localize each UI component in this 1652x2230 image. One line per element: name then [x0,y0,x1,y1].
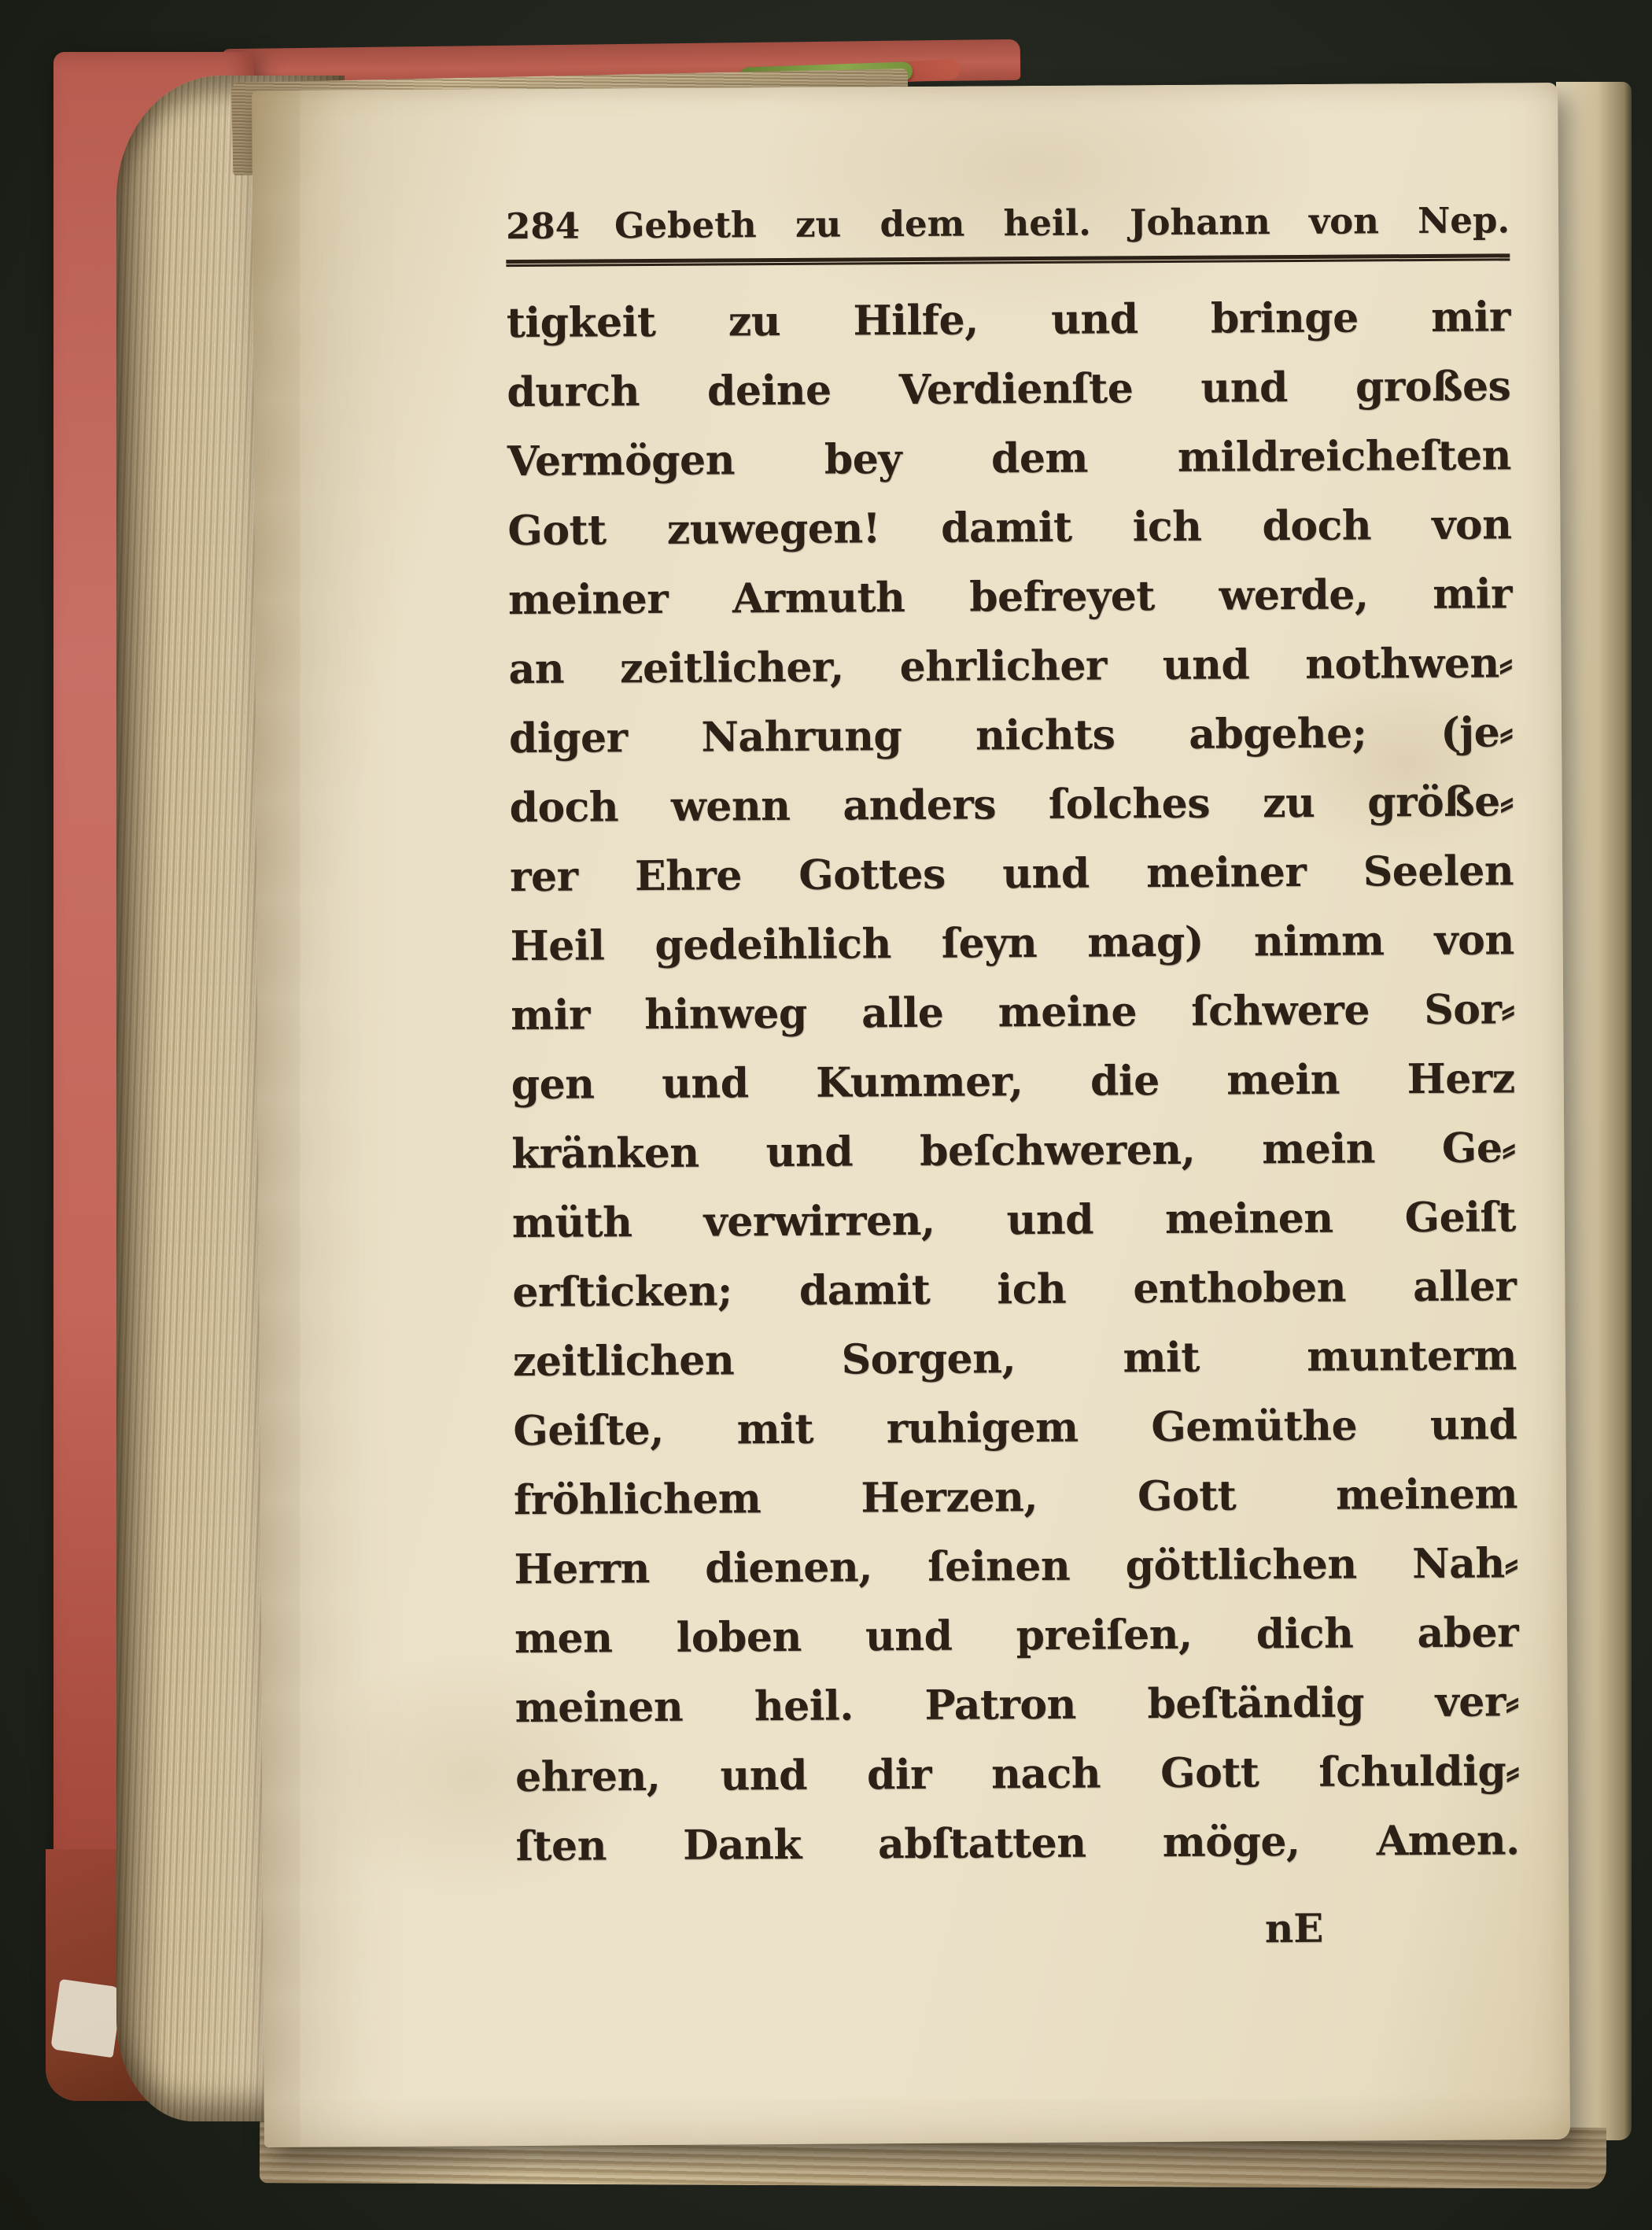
text-line: mir hinweg alle meine ſchwere Sor⸗ [511,985,1515,1040]
prayer-text-block [507,282,1520,1881]
text-line: Heil gedeihlich ſeyn mag) nimm von [510,916,1514,971]
text-line: an zeitlicher, ehrlicher und nothwen⸗ [508,639,1513,694]
text-line: zeitlichen Sorgen, mit munterm [512,1331,1517,1386]
signature-mark: nE [1264,1904,1324,1952]
text-line: müth verwirren, und meinen Geiſt [511,1193,1516,1248]
text-line: Geiſte, mit ruhigem Gemüthe und [513,1401,1517,1456]
text-line: Gott zuwegen! damit ich doch von [507,500,1512,556]
running-title: Gebeth zu dem heil. Johann von Nep. [614,199,1510,247]
text-line: gen und Kummer, die mein Herz [511,1054,1515,1109]
page-content [506,199,1521,1956]
text-line: men loben und preiſen, dich aber [514,1608,1519,1663]
text-line: kränken und beſchweren, mein Ge⸗ [511,1124,1516,1179]
paper-scrap [50,1979,123,2058]
text-line: meiner Armuth befreyet werde, mir [507,570,1513,625]
text-line: Herrn dienen, ſeinen göttlichen Nah⸗ [514,1539,1518,1594]
text-line: ehren, und dir nach Gott ſchuldig⸗ [514,1747,1520,1802]
text-line: durch deine Verdienſte und großes [507,362,1511,417]
text-line: ſten Dank abſtatten möge, Amen. [515,1816,1520,1871]
text-line: doch wenn anders ſolches zu größe⸗ [509,777,1514,833]
text-line: Vermögen bey dem mildreicheſten [507,431,1512,486]
text-line: fröhlichem Herzen, Gott meinem [513,1470,1518,1525]
text-line: diger Nahrung nichts abgehe; (je⸗ [508,708,1514,763]
text-line: rer Ehre Gottes und meiner Seelen [509,847,1514,902]
running-header [506,199,1510,247]
text-line: erſticken; damit ich enthoben aller [512,1262,1517,1317]
book-page [252,83,1570,2147]
text-line: meinen heil. Patron beſtändig ver⸗ [514,1678,1519,1733]
page-number: 284 [505,205,581,248]
header-double-rule [506,253,1510,267]
text-line: tigkeit zu Hilfe, und bringe mir [506,293,1511,348]
